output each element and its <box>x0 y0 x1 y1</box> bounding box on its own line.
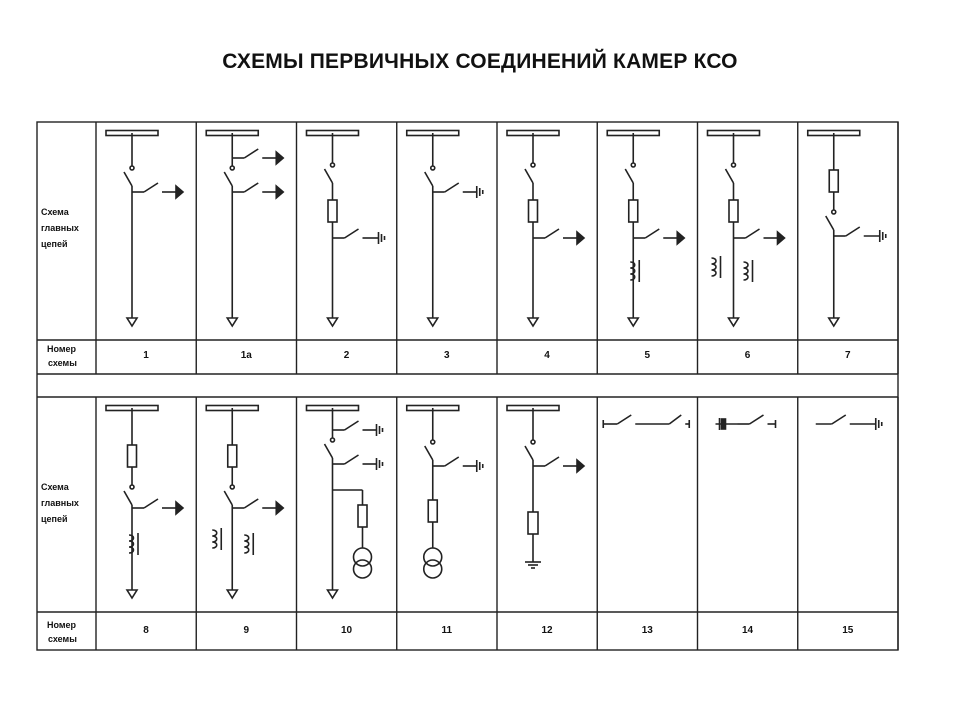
current-transformer-coil <box>212 530 217 548</box>
current-transformer-coil <box>244 535 249 553</box>
scheme-6 <box>708 131 785 327</box>
circuit-row-label: цепей <box>41 239 68 249</box>
scheme-number: 7 <box>844 350 851 361</box>
earth-switch-blade <box>445 457 459 466</box>
scheme-3 <box>407 131 483 327</box>
disconnector-blade <box>826 216 834 230</box>
scheme-number: 13 <box>641 625 653 636</box>
disconnector-blade <box>325 169 333 183</box>
fuse <box>529 200 538 222</box>
scheme-number: 3 <box>443 350 450 361</box>
scheme-number: 9 <box>243 625 250 636</box>
scheme-diagrams <box>106 131 886 599</box>
disconnector-blade <box>525 446 533 460</box>
earth-terminal <box>577 232 584 244</box>
cable-terminal <box>628 318 638 326</box>
earth-switch-blade <box>545 229 559 238</box>
cable-terminal <box>428 318 438 326</box>
contact-dot <box>732 163 736 167</box>
earth-terminal <box>677 232 684 244</box>
scheme-number: 6 <box>744 350 751 361</box>
scheme-number: 10 <box>340 625 353 636</box>
circuit-row-label: Схема <box>41 482 69 492</box>
scheme-1 <box>106 131 183 327</box>
fuse <box>358 505 367 527</box>
current-transformer-coil <box>712 258 717 276</box>
earth-switch-blade <box>244 499 258 508</box>
scheme-number: 2 <box>343 350 350 361</box>
scheme-number: 5 <box>644 350 651 361</box>
page-title: СХЕМЫ ПЕРВИЧНЫХ СОЕДИНЕНИЙ КАМЕР КСО <box>222 50 738 73</box>
scheme-2 <box>307 131 385 327</box>
disconnector-blade <box>425 172 433 186</box>
cable-terminal <box>227 318 237 326</box>
earth-switch-blade <box>244 149 258 158</box>
fuse <box>722 419 726 429</box>
cable-terminal <box>328 318 338 326</box>
number-row-label: схемы <box>48 358 77 368</box>
scheme-8 <box>106 406 183 599</box>
scheme-number: 1 <box>143 350 149 361</box>
cable-terminal <box>127 590 137 598</box>
scheme-5 <box>607 131 684 327</box>
table-grid <box>37 122 898 650</box>
contact-dot <box>631 163 635 167</box>
earth-terminal <box>778 232 785 244</box>
cable-terminal <box>528 318 538 326</box>
scheme-number: 14 <box>741 625 754 636</box>
earth-switch-blade <box>144 183 158 192</box>
cable-terminal <box>227 590 237 598</box>
disconnector-blade <box>224 172 232 186</box>
fuse <box>228 445 237 467</box>
earth-switch-blade <box>645 229 659 238</box>
current-transformer-coil <box>744 262 749 280</box>
contact-dot <box>331 163 335 167</box>
scheme-number: 8 <box>143 625 149 636</box>
contact-dot <box>431 440 435 444</box>
contact-dot <box>331 438 335 442</box>
earth-terminal <box>577 460 584 472</box>
scheme-number: 4 <box>544 350 550 361</box>
earth-switch-blade <box>846 227 860 236</box>
fuse <box>629 200 638 222</box>
scheme-12 <box>507 406 584 569</box>
fuse <box>729 200 738 222</box>
earth-terminal <box>176 502 183 514</box>
scheme-number: 12 <box>541 625 553 636</box>
cable-terminal <box>829 318 839 326</box>
voltage-transformer-coil <box>424 560 442 578</box>
contact-dot <box>832 210 836 214</box>
scheme-11 <box>407 406 483 579</box>
circuit-row-label: цепей <box>41 514 68 524</box>
number-row-label: схемы <box>48 634 77 644</box>
disconnector-blade <box>224 491 232 505</box>
scheme-number: 1а <box>240 350 252 361</box>
cable-terminal <box>328 590 338 598</box>
disconnector-blade <box>124 172 132 186</box>
scheme-number: 15 <box>842 625 854 636</box>
circuit-row-label: Схема <box>41 207 69 217</box>
scheme-number: 11 <box>441 625 453 636</box>
earth-switch-blade <box>144 499 158 508</box>
contact-dot <box>531 440 535 444</box>
scheme-9 <box>206 406 283 599</box>
earth-switch-blade <box>244 183 258 192</box>
fuse <box>128 445 137 467</box>
scheme-10 <box>307 406 383 599</box>
earth-switch-blade <box>445 183 459 192</box>
earth-switch-blade <box>345 455 359 464</box>
voltage-transformer-coil <box>354 560 372 578</box>
circuit-row-label: главных <box>41 498 79 508</box>
cable-terminal <box>729 318 739 326</box>
contact-dot <box>130 166 134 170</box>
scheme-7 <box>808 131 886 327</box>
contact-dot <box>230 166 234 170</box>
contact-dot <box>531 163 535 167</box>
disconnector-blade <box>525 169 533 183</box>
contact-dot <box>431 166 435 170</box>
earth-switch-blade <box>345 229 359 238</box>
earth-terminal <box>276 502 283 514</box>
scheme-1a <box>206 131 283 327</box>
earth-terminal <box>276 152 283 164</box>
disconnector-blade <box>625 169 633 183</box>
disconnector-blade <box>726 169 734 183</box>
earth-terminal <box>176 186 183 198</box>
scheme-4 <box>507 131 584 327</box>
earth-switch-blade <box>746 229 760 238</box>
scheme-15 <box>816 415 882 430</box>
disconnector-blade <box>124 491 132 505</box>
earth-terminal <box>276 186 283 198</box>
fuse <box>829 170 838 192</box>
contact-dot <box>230 485 234 489</box>
earth-switch-blade <box>545 457 559 466</box>
contact-dot <box>130 485 134 489</box>
table-border <box>37 122 898 650</box>
fuse <box>428 500 437 522</box>
scheme-14 <box>716 415 776 430</box>
arrester <box>528 512 538 534</box>
cable-terminal <box>127 318 137 326</box>
scheme-13 <box>603 415 689 428</box>
disconnector-blade <box>325 444 333 458</box>
earth-switch-blade <box>345 421 359 430</box>
number-row-label: Номер <box>47 344 77 354</box>
circuit-row-label: главных <box>41 223 79 233</box>
number-row-label: Номер <box>47 620 77 630</box>
disconnector-blade <box>425 446 433 460</box>
fuse <box>328 200 337 222</box>
